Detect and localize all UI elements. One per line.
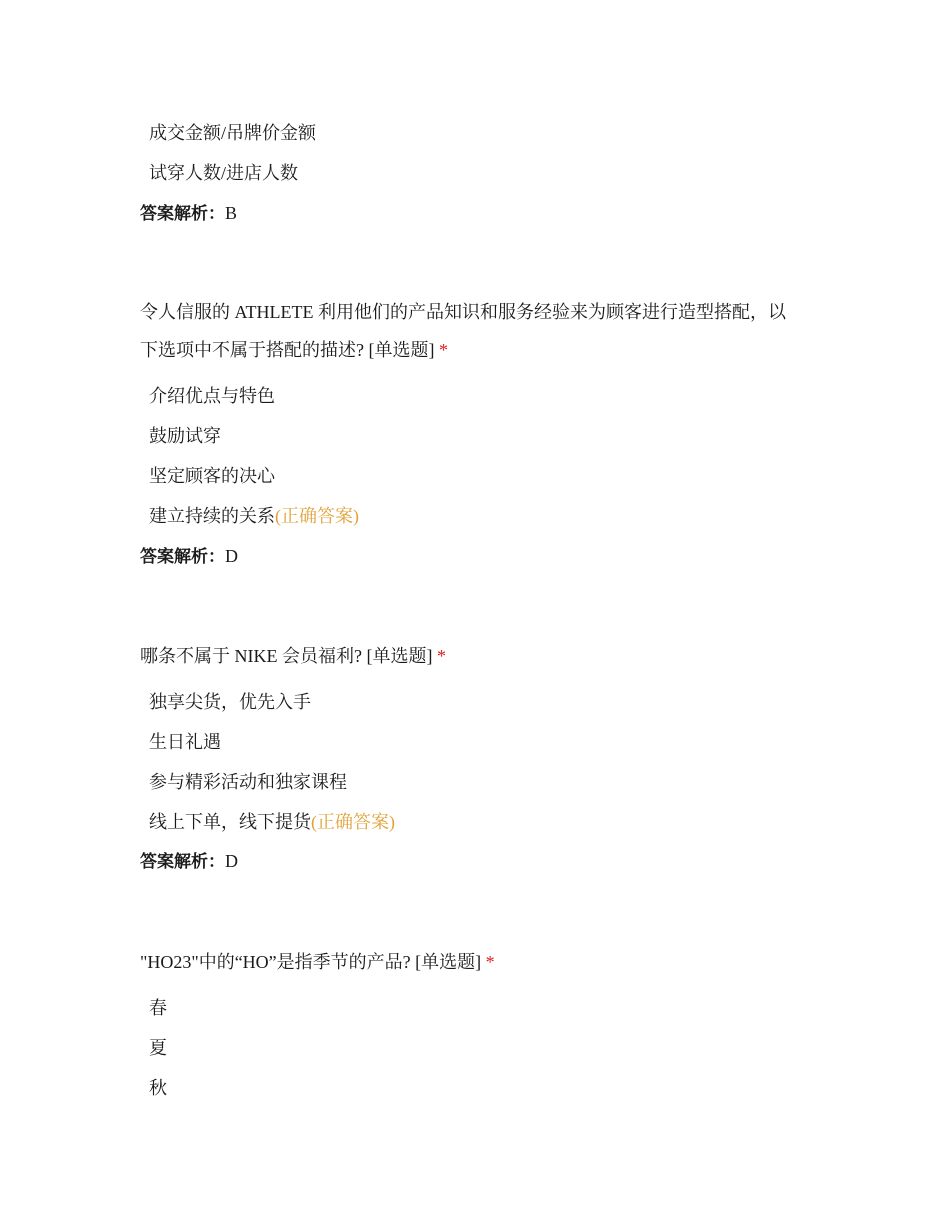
option-item[interactable]: [149, 161, 298, 185]
option-text: 建立持续的关系: [149, 506, 275, 526]
option-item[interactable]: [149, 464, 275, 488]
question-text-content: "HO23"中的“HO”是指季节的产品?: [140, 952, 411, 972]
analysis-label: 答案解析：: [140, 547, 225, 567]
option-text: 秋: [149, 1078, 167, 1098]
question-line-2: [140, 331, 820, 369]
option-item[interactable]: [149, 690, 311, 714]
option-item[interactable]: [149, 810, 395, 834]
required-mark: *: [436, 646, 446, 666]
option-text: 坚定顾客的决心: [149, 466, 275, 486]
answer-analysis: [140, 544, 238, 569]
correct-answer-tag: (正确答案): [311, 812, 395, 832]
option-item[interactable]: [149, 424, 221, 448]
option-item[interactable]: [149, 121, 316, 145]
answer-analysis: [140, 201, 237, 226]
question-line-2-text: 下选项中不属于搭配的描述?: [140, 340, 364, 360]
question-text: [140, 293, 820, 369]
question-type: [单选题]: [368, 340, 435, 360]
question-type: [单选题]: [415, 952, 482, 972]
option-text: 春: [149, 998, 167, 1018]
analysis-value: D: [225, 851, 238, 871]
option-text: 线上下单，线下提货: [149, 812, 311, 832]
required-mark: *: [439, 340, 448, 360]
option-text: 独享尖货，优先入手: [149, 692, 311, 712]
option-text: 参与精彩活动和独家课程: [149, 772, 347, 792]
analysis-value: B: [225, 203, 238, 223]
question-line-1: 令人信服的 ATHLETE 利用他们的产品知识和服务经验来为顾客进行造型搭配，以: [140, 302, 786, 322]
question-text: [140, 637, 820, 675]
question-text-content: 哪条不属于 NIKE 会员福利?: [140, 646, 362, 666]
question-text: [140, 943, 820, 981]
option-item[interactable]: [149, 730, 221, 754]
analysis-label: 答案解析：: [140, 852, 225, 872]
option-item[interactable]: [149, 1076, 167, 1100]
correct-answer-tag: (正确答案): [275, 506, 359, 526]
option-item[interactable]: [149, 770, 347, 794]
option-text: 夏: [149, 1038, 167, 1058]
analysis-label: 答案解析：: [140, 204, 225, 224]
option-item[interactable]: [149, 996, 167, 1020]
answer-analysis: [140, 849, 238, 874]
question-type: [单选题]: [366, 646, 433, 666]
option-text: 试穿人数/进店人数: [149, 163, 299, 183]
option-text: 生日礼遇: [149, 732, 221, 752]
option-text: 成交金额/吊牌价金额: [149, 123, 317, 143]
option-item[interactable]: [149, 384, 275, 408]
option-item[interactable]: [149, 1036, 167, 1060]
option-item[interactable]: [149, 504, 359, 528]
option-text: 鼓励试穿: [149, 426, 221, 446]
required-mark: *: [485, 952, 495, 972]
option-text: 介绍优点与特色: [149, 386, 275, 406]
analysis-value: D: [225, 546, 238, 566]
